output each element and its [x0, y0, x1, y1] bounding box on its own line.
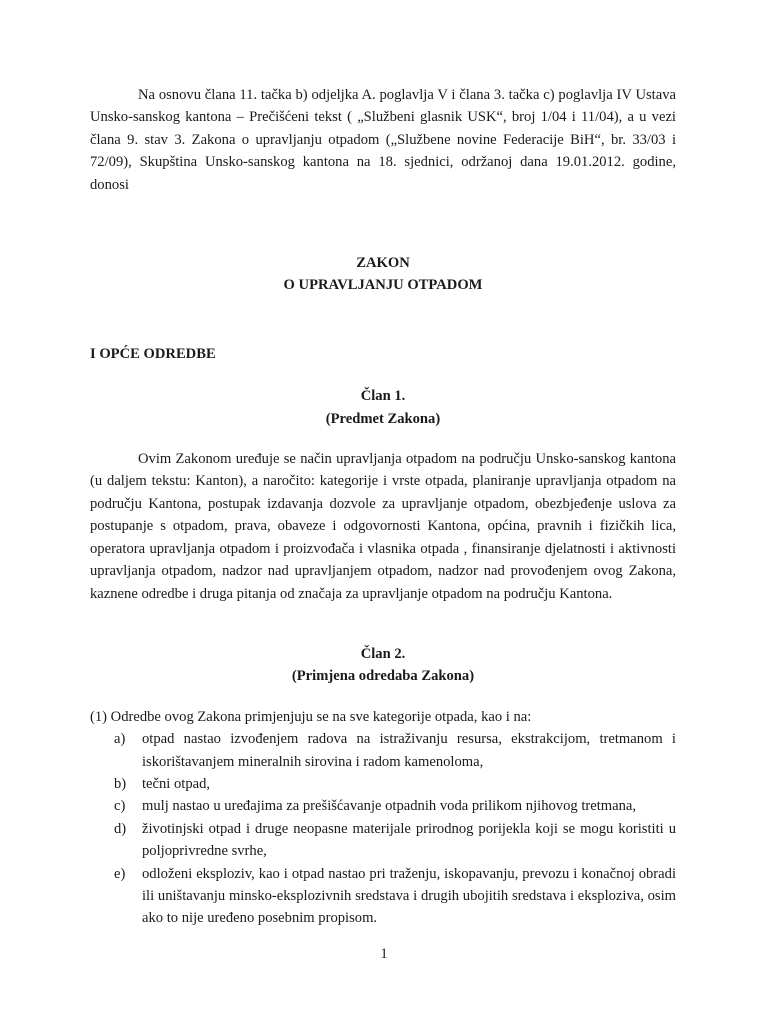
- list-item-text: tečni otpad,: [142, 775, 211, 792]
- list-item-marker: b): [114, 775, 127, 792]
- list-item-marker: d): [114, 820, 127, 837]
- list-item-text: mulj nastao u uređajima za prešišćavanje otpadnih voda prilikom njihovog tretmana,: [142, 798, 637, 815]
- article-2-intro: (1) Odredbe ovog Zakona primjenjuju se na sve kategorije otpada, kao i na:: [90, 708, 532, 725]
- list-item: [90, 773, 676, 795]
- page-number: 1: [380, 946, 388, 962]
- list-item: [90, 863, 676, 930]
- article-2-list: [90, 728, 676, 930]
- list-item-text: otpad nastao izvođenjem radova na istraživanju resursa, ekstrakcijom, tretmanom i iskorištavanjem mineralnih sirovina i radom kamenoloma,: [142, 731, 676, 770]
- document-body: [90, 84, 676, 930]
- list-item-marker: e): [114, 865, 126, 882]
- article-1-number: Član 1.: [360, 388, 406, 405]
- list-item-text: životinjski otpad i druge neopasne materijale prirodnog porijekla koji se mogu koristiti u poljoprivredne svrhe,: [142, 820, 676, 860]
- list-item: [90, 818, 676, 863]
- article-2-heading: [90, 643, 676, 688]
- preamble-paragraph: Na osnovu člana 11. tačka b) odjeljka A. poglavlja V i člana 3. tačka c) poglavlja IV Ustava Unsko-sanskog kantona – Prečišćeni tekst ( „Službeni glasnik USK“, broj 1/04 i 11/04), a u vezi člana 9. stav 3. Zakona o upravljanju otpadom („Službene novine Federacije BiH“, br. 33/03 i 72/09), Skupština Unsko-sanskog kantona na 18. sjednici, održanoj dana 19.01.2012. godine, donosi: [90, 87, 676, 193]
- article-1-text: Ovim Zakonom uređuje se način upravljanja otpadom na području Unsko-sanskog kantona (u daljem tekstu: Kanton), a naročito: kategorije i vrste otpada, planiranje upravljanja otpadom na području Kantona, postupak izdavanja dozvole za upravljanje otpadom, obezbjeđenje uslova za postupanje s otpadom, prava, obaveze i odgovornosti Kantona, općina, pravnih i fizičkih lica, operatora upravljanja otpadom i proizvođača i vlasnika otpada , finansiranje djelatnosti i aktivnosti upravljanja otpadom, nadzor nad upravljanjem otpadom, nadzor nad provođenjem ovog Zakona, kaznene odredbe i druga pitanja od značaja za upravljanje otpadom na području Kantona.: [90, 451, 676, 602]
- list-item-marker: a): [114, 731, 126, 748]
- article-2-number: Član 2.: [360, 645, 406, 662]
- list-item-marker: c): [114, 798, 126, 815]
- law-title: [90, 252, 676, 297]
- list-item: [90, 795, 676, 817]
- article-2-subtitle: (Primjena odredaba Zakona): [291, 668, 475, 685]
- list-item: [90, 728, 676, 773]
- law-title-line-2: O UPRAVLJANJU OTPADOM: [283, 277, 483, 294]
- chapter-heading: I OPĆE ODREDBE: [90, 345, 216, 362]
- list-item-text: odloženi eksploziv, kao i otpad nastao pri traženju, iskopavanju, prevozu i konačnoj obradi ili uništavanju minsko-eksplozivnih sredstava i drugih ubojitih sredstava i eksploziva, osim ako to nije uređeno posebnim propisom.: [142, 865, 676, 927]
- law-title-line-1: ZAKON: [356, 255, 410, 272]
- article-1-heading: [90, 385, 676, 430]
- article-1-subtitle: (Predmet Zakona): [325, 410, 441, 427]
